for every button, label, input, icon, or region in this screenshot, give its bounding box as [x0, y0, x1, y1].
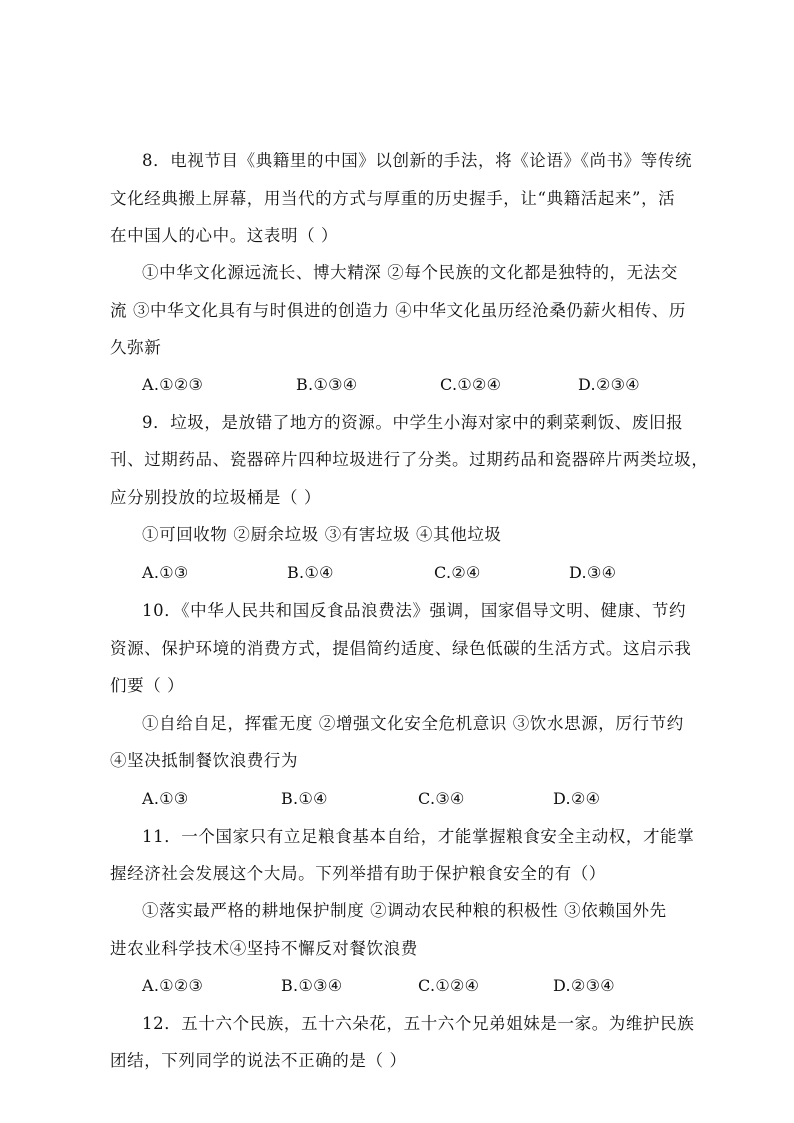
question-stem-line: 握经济社会发展这个大局。下列举措有助于保护粮食安全的有（） [110, 864, 606, 883]
option-a: A.①③ [142, 563, 189, 582]
answer-options [0, 788, 794, 810]
option-d: D.②③④ [553, 976, 615, 995]
answer-options [0, 975, 794, 997]
question-stem-line: 资源、保护环境的消费方式，提倡简约适度、绿色低碳的生活方式。这启示我 [110, 639, 692, 658]
option-c: C.②④ [434, 563, 481, 582]
question-stem-line: 10．《中华人民共和国反食品浪费法》强调，国家倡导文明、健康、节约 [142, 601, 687, 620]
option-a: A.①②③ [142, 976, 204, 995]
statement-line: 久弥新 [110, 338, 162, 357]
option-b: B.①③④ [296, 375, 358, 394]
question-stem-line: 应分别投放的垃圾桶是（ ） [110, 488, 322, 507]
statement-line: 流 ③中华文化具有与时俱进的创造力 ④中华文化虽历经沧桑仍薪火相传、历 [110, 301, 686, 320]
option-a: A.①③ [142, 789, 189, 808]
statement-line: 进农业科学技术④坚持不懈反对餐饮浪费 [110, 939, 418, 958]
question-stem-line: 11．一个国家只有立足粮食基本自给，才能掌握粮食安全主动权，才能掌 [142, 827, 695, 846]
statement-line: ①自给自足，挥霍无度 ②增强文化安全危机意识 ③饮水思源，厉行节约 [142, 714, 684, 733]
answer-options [0, 562, 794, 584]
question-stem-line: 文化经典搬上屏幕，用当代的方式与厚重的历史握手，让“典籍活起来”，活 [110, 189, 676, 208]
statement-line: ①可回收物 ②厨余垃圾 ③有害垃圾 ④其他垃圾 [142, 525, 502, 544]
option-d: D.②④ [553, 789, 601, 808]
question-stem-line: 团结，下列同学的说法不正确的是（ ） [110, 1051, 407, 1070]
question-stem-line: 8．电视节目《典籍里的中国》以创新的手法，将《论语》《尚书》等传统 [142, 151, 693, 170]
option-c: C.①②④ [418, 976, 480, 995]
question-stem-line: 12．五十六个民族，五十六朵花，五十六个兄弟姐妹是一家。为维护民族 [142, 1014, 695, 1033]
option-b: B.①④ [281, 789, 328, 808]
option-d: D.③④ [569, 563, 617, 582]
question-stem-line: 们要（ ） [110, 676, 185, 695]
statement-line: ①中华文化源远流长、博大精深 ②每个民族的文化都是独特的，无法交 [142, 263, 678, 282]
option-d: D.②③④ [578, 375, 640, 394]
question-stem-line: 刊、过期药品、瓷器碎片四种垃圾进行了分类。过期药品和瓷器碎片两类垃圾， [110, 450, 709, 469]
question-stem-line: 在中国人的心中。这表明（ ） [110, 226, 339, 245]
option-b: B.①④ [287, 563, 334, 582]
option-c: C.③④ [418, 789, 465, 808]
option-b: B.①③④ [281, 976, 343, 995]
statement-line: ④坚决抵制餐饮浪费行为 [110, 751, 299, 770]
statement-line: ①落实最严格的耕地保护制度 ②调动农民种粮的积极性 ③依赖国外先 [142, 901, 667, 920]
option-c: C.①②④ [440, 375, 502, 394]
option-a: A.①②③ [142, 375, 204, 394]
question-stem-line: 9．垃圾，是放错了地方的资源。中学生小海对家中的剩菜剩饭、废旧报 [142, 413, 684, 432]
answer-options [0, 374, 794, 396]
